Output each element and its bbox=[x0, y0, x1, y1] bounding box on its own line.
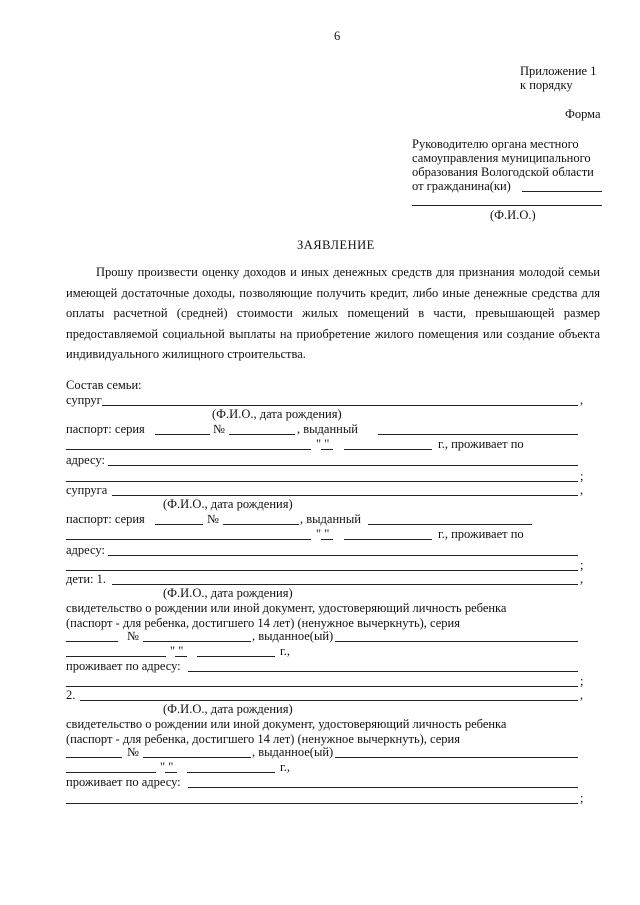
husband-address-label: адресу: bbox=[66, 453, 105, 467]
child2-lives-label: проживает по адресу: bbox=[66, 775, 181, 789]
child2-series-line bbox=[66, 757, 122, 758]
children-label: дети: 1. bbox=[66, 572, 107, 586]
husband-fio-caption: (Ф.И.О., дата рождения) bbox=[212, 407, 342, 421]
husband-date-quote: " " bbox=[316, 437, 330, 451]
document-title: ЗАЯВЛЕНИЕ bbox=[297, 238, 375, 252]
child1-cert-line-2: (паспорт - для ребенка, достигшего 14 лет) (ненужное вычеркнуть), серия bbox=[66, 616, 460, 630]
child2-date-quote: " " bbox=[160, 760, 174, 774]
child1-lives-label: проживает по адресу: bbox=[66, 659, 181, 673]
husband-issued-line bbox=[378, 434, 578, 435]
child1-fio-caption: (Ф.И.О., дата рождения) bbox=[163, 586, 293, 600]
wife-number-line bbox=[223, 524, 299, 525]
citizen-name-line-2 bbox=[412, 205, 602, 206]
wife-issued-line bbox=[368, 524, 532, 525]
addressee-line-1: Руководителю органа местного bbox=[412, 137, 579, 151]
child2-cert-line-2: (паспорт - для ребенка, достигшего 14 лет) (ненужное вычеркнуть), серия bbox=[66, 732, 460, 746]
husband-month-line bbox=[344, 449, 432, 450]
family-heading: Состав семьи: bbox=[66, 378, 142, 392]
wife-series-line bbox=[155, 524, 203, 525]
body-paragraph bbox=[66, 262, 600, 365]
child2-fio-caption: (Ф.И.О., дата рождения) bbox=[163, 702, 293, 716]
husband-label: супруг bbox=[66, 393, 102, 407]
wife-issued-line-2 bbox=[66, 539, 311, 540]
child1-address-line bbox=[188, 671, 578, 672]
child2-month-line bbox=[187, 772, 275, 773]
addressee-line-2: самоуправления муниципального bbox=[412, 151, 591, 165]
child1-cert-line-1: свидетельство о рождении или иной документ, удостоверяющий личность ребенка bbox=[66, 601, 507, 615]
husband-day-line bbox=[321, 449, 333, 450]
child2-address-line bbox=[188, 787, 578, 788]
child2-semicolon: ; bbox=[580, 791, 584, 805]
child1-issued-line bbox=[335, 641, 578, 642]
wife-month-line bbox=[344, 539, 432, 540]
body-text: Прошу произвести оценку доходов и иных денежных средств для признания молодой семьи имеющей достаточные доходы, позволяющие получить кредит, либо иные денежные средства для оплаты расчетной (средней) стоимости жилых помещений в части, превышающей размер предоставляемой социальной выплаты на приобретение жилого помещения или создание объекта индивидуального жилищного строительства. bbox=[66, 265, 600, 361]
child2-label: 2. bbox=[66, 688, 76, 702]
child2-day-line bbox=[165, 772, 177, 773]
child1-number-sign: № bbox=[127, 629, 139, 643]
child1-day-line bbox=[175, 656, 187, 657]
husband-address-line-2 bbox=[66, 481, 578, 482]
child2-name-line bbox=[80, 700, 578, 701]
page-number: 6 bbox=[334, 29, 341, 43]
husband-semicolon: ; bbox=[580, 469, 584, 483]
husband-number-sign: № bbox=[213, 422, 225, 436]
child1-series-line bbox=[66, 641, 118, 642]
form-label: Форма bbox=[565, 107, 601, 121]
child1-issued-line-2 bbox=[66, 656, 166, 657]
child1-semicolon: ; bbox=[580, 674, 584, 688]
husband-issued-label: , выданный bbox=[297, 422, 358, 436]
fio-caption: (Ф.И.О.) bbox=[490, 208, 536, 222]
child2-issued-line-2 bbox=[66, 772, 156, 773]
wife-passport-label: паспорт: серия bbox=[66, 512, 145, 526]
husband-number-line bbox=[229, 434, 295, 435]
wife-name-line bbox=[112, 495, 578, 496]
child1-number-line bbox=[143, 641, 251, 642]
child1-comma: , bbox=[580, 572, 584, 586]
wife-year-lives: г., проживает по bbox=[438, 527, 524, 541]
wife-issued-label: , выданный bbox=[300, 512, 361, 526]
wife-day-line bbox=[321, 539, 333, 540]
husband-series-line bbox=[155, 434, 210, 435]
wife-address-line-2 bbox=[66, 570, 578, 571]
wife-comma: , bbox=[580, 483, 584, 497]
child1-year-label: г., bbox=[280, 644, 290, 658]
husband-issued-line-2 bbox=[66, 449, 311, 450]
to-order-label: к порядку bbox=[520, 78, 573, 92]
wife-label: супруга bbox=[66, 483, 108, 497]
child1-date-quote: " " bbox=[170, 644, 184, 658]
child2-cert-line-1: свидетельство о рождении или иной документ, удостоверяющий личность ребенка bbox=[66, 717, 507, 731]
addressee-line-3: образования Вологодской области bbox=[412, 165, 594, 179]
wife-address-label: адресу: bbox=[66, 543, 105, 557]
citizen-name-line bbox=[522, 191, 602, 192]
child2-address-line-2 bbox=[66, 803, 578, 804]
wife-semicolon: ; bbox=[580, 558, 584, 572]
wife-date-quote: " " bbox=[316, 527, 330, 541]
child2-issued-label: , выданное(ый) bbox=[252, 745, 334, 759]
child1-issued-label: , выданное(ый) bbox=[252, 629, 334, 643]
child2-issued-line bbox=[335, 757, 578, 758]
wife-fio-caption: (Ф.И.О., дата рождения) bbox=[163, 497, 293, 511]
husband-passport-label: паспорт: серия bbox=[66, 422, 145, 436]
child1-month-line bbox=[197, 656, 275, 657]
husband-comma: , bbox=[580, 393, 584, 407]
wife-address-line bbox=[108, 555, 578, 556]
child1-name-line bbox=[112, 584, 578, 585]
husband-year-lives: г., проживает по bbox=[438, 437, 524, 451]
child2-comma: , bbox=[580, 688, 584, 702]
husband-name-line bbox=[102, 405, 578, 406]
wife-number-sign: № bbox=[207, 512, 219, 526]
child1-address-line-2 bbox=[66, 686, 578, 687]
child2-number-line bbox=[143, 757, 251, 758]
appendix-label: Приложение 1 bbox=[520, 64, 597, 78]
child2-year-label: г., bbox=[280, 760, 290, 774]
husband-address-line bbox=[108, 465, 578, 466]
child2-number-sign: № bbox=[127, 745, 139, 759]
from-citizen-label: от гражданина(ки) bbox=[412, 179, 511, 193]
